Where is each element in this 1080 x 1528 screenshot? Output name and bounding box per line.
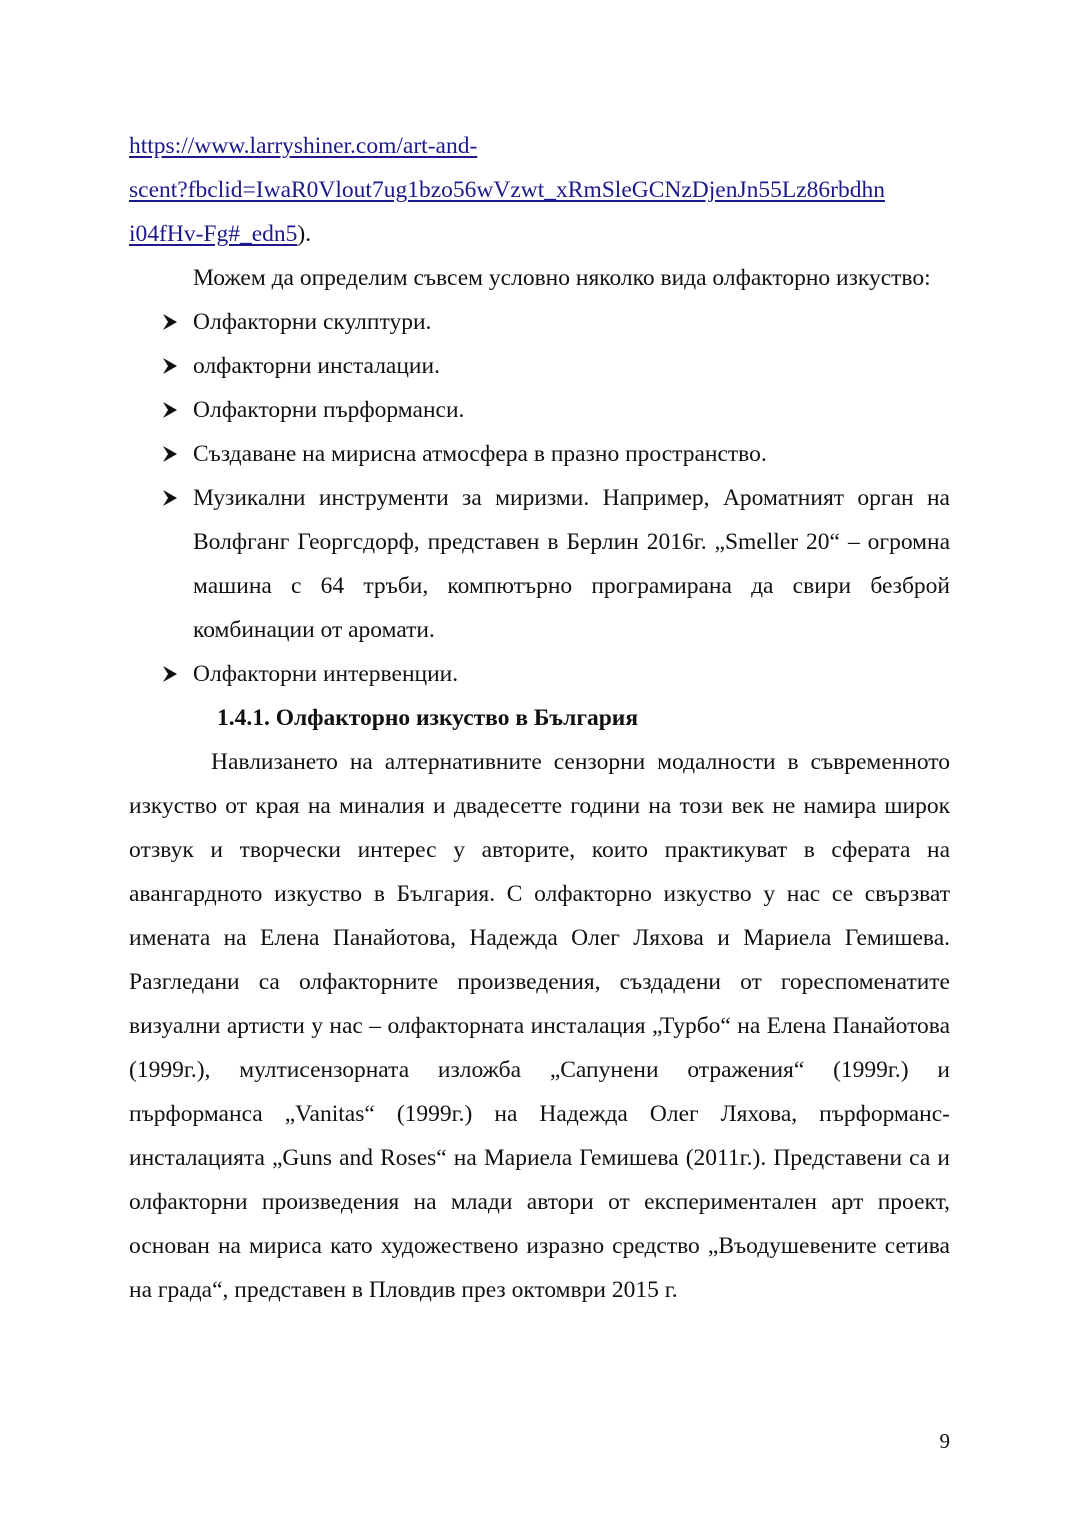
reference-line-2	[129, 168, 950, 212]
arrow-bullet-icon	[161, 388, 181, 432]
bullet-list	[129, 300, 950, 696]
bullet-text: Създаване на мирисна атмосфера в празно пространство.	[193, 441, 767, 467]
arrow-bullet-icon	[161, 300, 181, 344]
reference-link-part-3[interactable]: i04fHv-Fg#_edn5	[129, 221, 298, 247]
bullet-text: Олфакторни пърформанси.	[193, 397, 465, 423]
list-item	[129, 652, 950, 696]
arrow-bullet-icon	[161, 652, 181, 696]
list-item	[129, 388, 950, 432]
reference-line-3	[129, 212, 950, 256]
bullet-text: Олфакторни интервенции.	[193, 661, 459, 687]
page-number: 9	[939, 1429, 950, 1453]
body-paragraph: Навлизането на алтернативните сензорни модалности в съвременното изкуство от края на миналия и двадесетте години на този век не намира широк отзвук и творчески интерес у авторите, които практикуват в сферата на авангардното изкуство в България. С олфакторно изкуство у нас се свързват имената на Елена Панайотова, Надежда Олег Ляхова и Мариела Гемишева. Разгледани са олфакторните произведения, създадени от гореспоменатите визуални артисти у нас – олфакторната инсталация „Турбо“ на Елена Панайотова (1999г.), мултисензорната изложба „Сапунени отражения“ (1999г.) и пърформанса „Vanitas“ (1999г.) на Надежда Олег Ляхова, пърформанс-инсталацията „Guns and Roses“ на Мариела Гемишева (2011г.). Представени са и олфакторни произведения на млади автори от експериментален арт проект, основан на мириса като художествено изразно средство „Въодушевените сетива на града“, представен в Пловдив през октомври 2015 г.	[129, 749, 950, 1303]
bullet-text: олфакторни инсталации.	[193, 353, 440, 379]
list-item	[129, 432, 950, 476]
intro-paragraph: Можем да определим съвсем условно няколко вида олфакторно изкуство:	[193, 265, 931, 291]
reference-suffix: ).	[297, 221, 312, 247]
page-content	[129, 124, 950, 1312]
reference-link-part-1[interactable]: https://www.larryshiner.com/art-and-	[129, 133, 478, 159]
reference-line-1	[129, 124, 950, 168]
list-item	[129, 300, 950, 344]
section-heading: 1.4.1. Олфакторно изкуство в България	[217, 705, 639, 731]
arrow-bullet-icon	[161, 344, 181, 388]
reference-link-part-2[interactable]: scent?fbclid=IwaR0Vlout7ug1bzo56wVzwt_xRmSleGCNzDjenJn55Lz86rbdhn	[129, 177, 885, 203]
bullet-text: Олфакторни скулптури.	[193, 309, 432, 335]
list-item	[129, 476, 950, 652]
list-item	[129, 344, 950, 388]
arrow-bullet-icon	[161, 432, 181, 476]
arrow-bullet-icon	[161, 476, 181, 520]
bullet-text: Музикални инструменти за миризми. Например, Ароматният орган на Волфганг Георгсдорф, представен в Берлин 2016г. „Smeller 20“ – огромна машина с 64 тръби, компютърно програмирана да свири безброй комбинации от аромати.	[193, 485, 950, 643]
